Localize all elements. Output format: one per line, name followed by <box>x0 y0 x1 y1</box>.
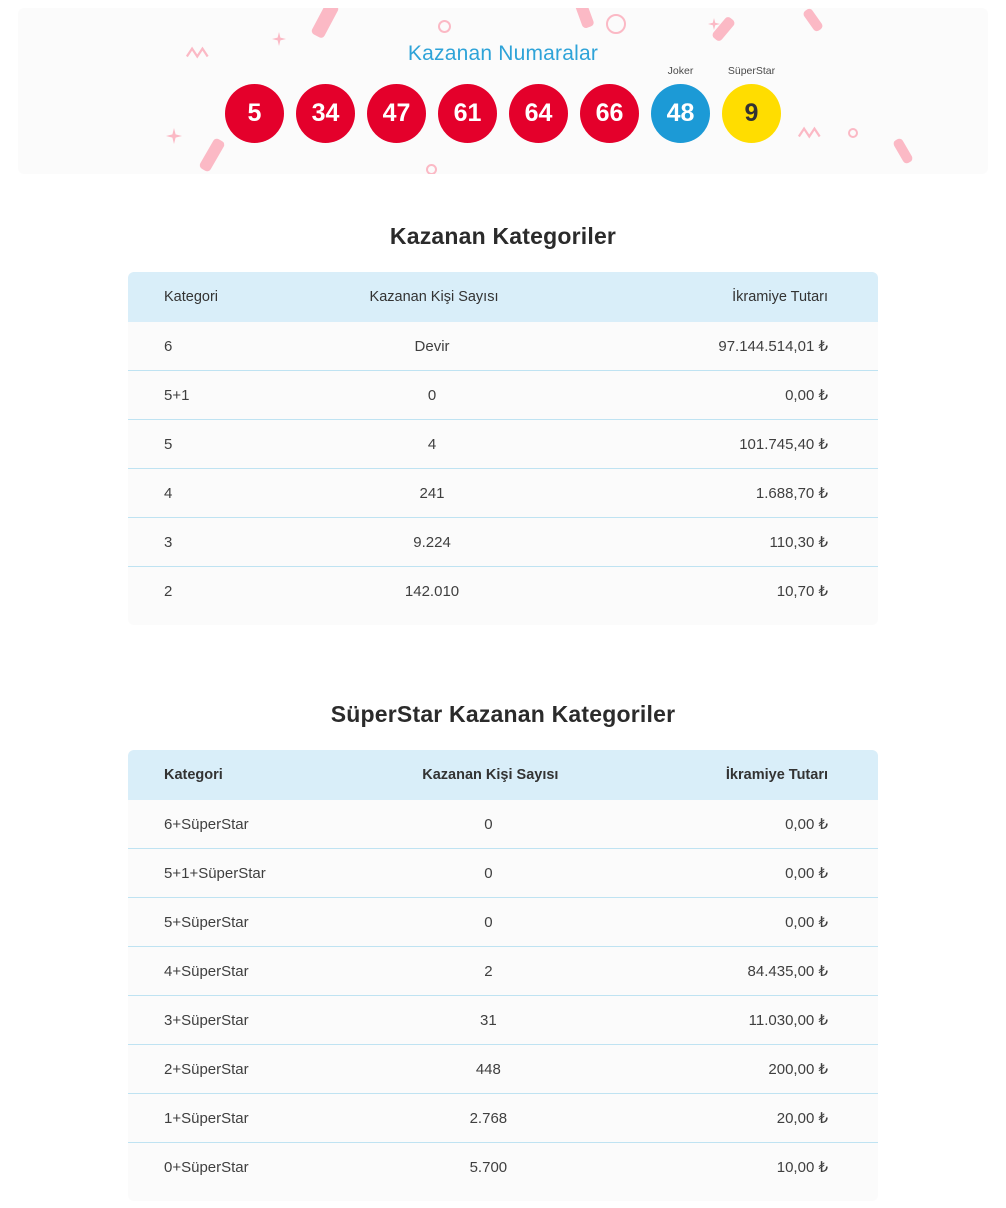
confetti-ring-icon <box>438 20 451 33</box>
superstar-table-title: SüperStar Kazanan Kategoriler <box>330 701 676 727</box>
cell-winners: 9.224 <box>306 518 561 567</box>
cell-category: 2 <box>164 582 173 600</box>
confetti-sparkle-icon <box>708 18 720 30</box>
cell-category: 6+SüperStar <box>128 800 370 849</box>
winning-number-ball: 34 <box>296 84 355 143</box>
cell-amount: 0,00 ₺ <box>562 371 878 420</box>
winning-number-item <box>580 84 639 143</box>
header-prize-amount: İkramiye Tutarı <box>562 272 878 322</box>
table-row <box>128 1045 878 1094</box>
cell-category: 4+SüperStar <box>128 947 370 996</box>
main-categories-card <box>128 272 878 625</box>
winning-number-item <box>367 84 426 143</box>
table-row <box>128 996 878 1045</box>
cell-category: 5+SüperStar <box>128 898 370 947</box>
superstar-number-item <box>722 65 781 143</box>
table-row <box>128 567 878 616</box>
main-table-title: Kazanan Kategoriler <box>389 223 617 249</box>
cell-amount: 10,70 ₺ <box>776 583 828 600</box>
winning-number-ball: 64 <box>509 84 568 143</box>
cell-amount: 200,00 ₺ <box>610 1045 878 1094</box>
cell-amount: 84.435,00 ₺ <box>610 947 878 996</box>
superstar-table-head <box>128 750 878 800</box>
table-header-row <box>128 750 878 800</box>
joker-number-item <box>651 65 710 143</box>
joker-label: Joker <box>667 65 694 77</box>
header-category: Kategori <box>128 272 306 322</box>
cell-category: 2+SüperStar <box>128 1045 370 1094</box>
table-row <box>128 1094 878 1143</box>
cell-category: 6 <box>128 322 306 371</box>
cell-amount: 11.030,00 ₺ <box>610 996 878 1045</box>
table-row <box>128 800 878 849</box>
banner-title: Kazanan Numaralar <box>407 42 599 65</box>
winning-number-item <box>509 84 568 143</box>
cell-winners: 2.768 <box>370 1094 610 1143</box>
confetti-bar-icon <box>573 8 595 29</box>
superstar-label: SüperStar <box>727 65 776 77</box>
cell-winners: 448 <box>370 1045 610 1094</box>
cell-amount: 20,00 ₺ <box>610 1094 878 1143</box>
cell-category: 5+1 <box>128 371 306 420</box>
winning-number-item <box>296 84 355 143</box>
superstar-number-ball: 9 <box>722 84 781 143</box>
confetti-bar-icon <box>711 16 736 43</box>
cell-winners: 4 <box>306 420 561 469</box>
table-row <box>128 371 878 420</box>
superstar-categories-card <box>128 750 878 1201</box>
joker-number-ball: 48 <box>651 84 710 143</box>
cell-category: 5 <box>128 420 306 469</box>
confetti-bar-icon <box>802 8 824 33</box>
header-category: Kategori <box>128 750 370 800</box>
superstar-table-body <box>128 800 878 1191</box>
superstar-categories-table <box>128 750 878 1191</box>
header-prize-amount: İkramiye Tutarı <box>610 750 878 800</box>
table-row <box>128 420 878 469</box>
winning-number-item <box>225 84 284 143</box>
cell-amount: 0,00 ₺ <box>610 898 878 947</box>
cell-category: 0+SüperStar <box>164 1158 249 1176</box>
cell-winners: 0 <box>370 849 610 898</box>
table-header-row <box>128 272 878 322</box>
winning-number-item <box>438 84 497 143</box>
header-winner-count: Kazanan Kişi Sayısı <box>306 272 561 322</box>
cell-category: 3+SüperStar <box>128 996 370 1045</box>
table-row <box>128 469 878 518</box>
table-row <box>128 898 878 947</box>
confetti-bar-icon <box>310 8 339 39</box>
confetti-ring-icon <box>606 14 626 34</box>
main-categories-table <box>128 272 878 615</box>
cell-amount: 0,00 ₺ <box>610 800 878 849</box>
cell-winners: 142.010 <box>404 582 460 600</box>
cell-amount: 97.144.514,01 ₺ <box>562 322 878 371</box>
cell-winners: 241 <box>306 469 561 518</box>
winning-numbers-banner <box>18 8 988 174</box>
cell-winners: 0 <box>370 898 610 947</box>
winning-numbers-list <box>18 65 988 143</box>
table-row <box>128 1143 878 1192</box>
cell-winners: 5.700 <box>469 1158 508 1176</box>
header-winner-count: Kazanan Kişi Sayısı <box>370 750 610 800</box>
table-row <box>128 947 878 996</box>
cell-winners: 31 <box>370 996 610 1045</box>
cell-winners: 0 <box>306 371 561 420</box>
confetti-ring-icon <box>426 164 437 174</box>
cell-winners: 2 <box>370 947 610 996</box>
winning-number-ball: 5 <box>225 84 284 143</box>
table-row <box>128 322 878 371</box>
cell-amount: 101.745,40 ₺ <box>562 420 878 469</box>
winning-number-ball: 61 <box>438 84 497 143</box>
cell-amount: 10,00 ₺ <box>776 1159 828 1176</box>
cell-category: 5+1+SüperStar <box>128 849 370 898</box>
cell-category: 4 <box>128 469 306 518</box>
cell-amount: 0,00 ₺ <box>610 849 878 898</box>
main-table-body <box>128 322 878 615</box>
cell-amount: 1.688,70 ₺ <box>562 469 878 518</box>
main-table-head <box>128 272 878 322</box>
table-row <box>128 849 878 898</box>
cell-winners: 0 <box>370 800 610 849</box>
cell-amount: 110,30 ₺ <box>562 518 878 567</box>
cell-winners: Devir <box>306 322 561 371</box>
cell-category: 1+SüperStar <box>128 1094 370 1143</box>
winning-number-ball: 47 <box>367 84 426 143</box>
cell-category: 3 <box>128 518 306 567</box>
winning-number-ball: 66 <box>580 84 639 143</box>
table-row <box>128 518 878 567</box>
